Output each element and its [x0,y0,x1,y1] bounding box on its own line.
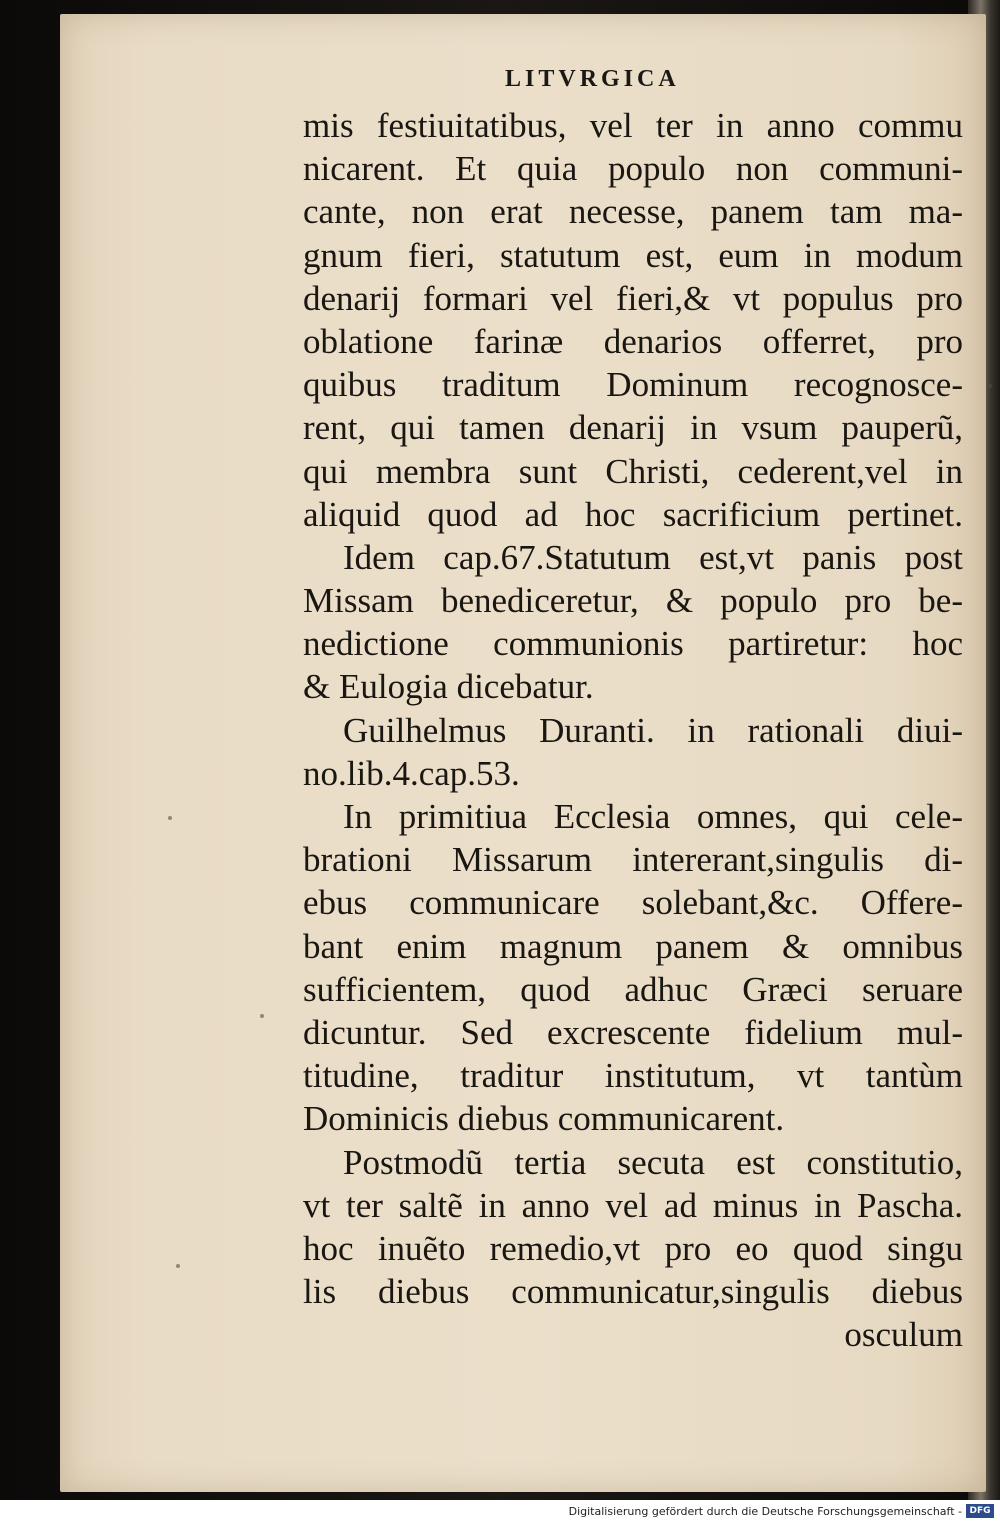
text-line: nedictione communionis partiretur: hoc [303,624,963,664]
text-line: Postmodũ tertia secuta est constitutio, [343,1142,963,1182]
text-line: no.lib.4.cap.53. [303,753,520,793]
text-line: mis festiuitatibus, vel ter in anno commu [303,106,963,145]
text-line: aliquid quod ad hoc sacrificium pertinet. [303,494,963,534]
text-line: vt ter saltẽ in anno vel ad minus in Pascha. [303,1185,963,1225]
catchword: osculum [844,1315,963,1355]
paper-speck [168,816,172,820]
text-line: bant enim magnum panem & omnibus [303,926,963,966]
body-text [303,104,963,1356]
paper-speck [988,384,992,388]
text-line: quibus traditum Dominum recognosce- [303,365,963,405]
text-line: brationi Missarum intererant,singulis di- [303,840,963,880]
text-line: In primitiua Ecclesia omnes, qui cele- [343,797,963,836]
dfg-logo: DFG [966,1504,994,1518]
text-line: cante, non erat necesse, panem tam ma- [303,192,963,232]
text-line: titudine, traditur institutum, vt tantùm [303,1056,963,1096]
text-line: lis diebus communicatur,singulis diebus [303,1272,963,1312]
text-line: rent, qui tamen denarij in vsum pauperũ, [303,408,963,448]
text-line: Dominicis diebus communicarent. [303,1099,785,1139]
running-header: LITVRGICA [505,66,680,92]
text-line: dicuntur. Sed excrescente fidelium mul- [303,1012,963,1052]
paper-speck [176,1264,180,1268]
text-line: nicarent. Et quia populo non communi- [303,149,963,189]
text-line: qui membra sunt Christi, cederent,vel in [303,451,963,491]
text-line: Missam benediceretur, & populo pro be- [303,581,963,621]
text-line: gnum fieri, statutum est, eum in modum [303,235,963,275]
text-line: sufficientem, quod adhuc Græci seruare [303,969,963,1009]
funding-credit: Digitalisierung gefördert durch die Deutsche Forschungsgemeinschaft - [568,1505,962,1518]
text-line: Guilhelmus Duranti. in rationali diui- [343,710,963,750]
paper-speck [260,1014,264,1018]
text-line: oblatione farinæ denarios offerret, pro [303,321,963,361]
text-line: hoc inuẽto remedio,vt pro eo quod singu [303,1228,963,1268]
text-line: & Eulogia dicebatur. [303,667,594,707]
text-line: denarij formari vel fieri,& vt populus pro [303,278,963,318]
footer-bar [0,1500,1000,1523]
text-line: ebus communicare solebant,&c. Offere- [303,883,963,923]
text-line: Idem cap.67.Statutum est,vt panis post [343,537,963,577]
